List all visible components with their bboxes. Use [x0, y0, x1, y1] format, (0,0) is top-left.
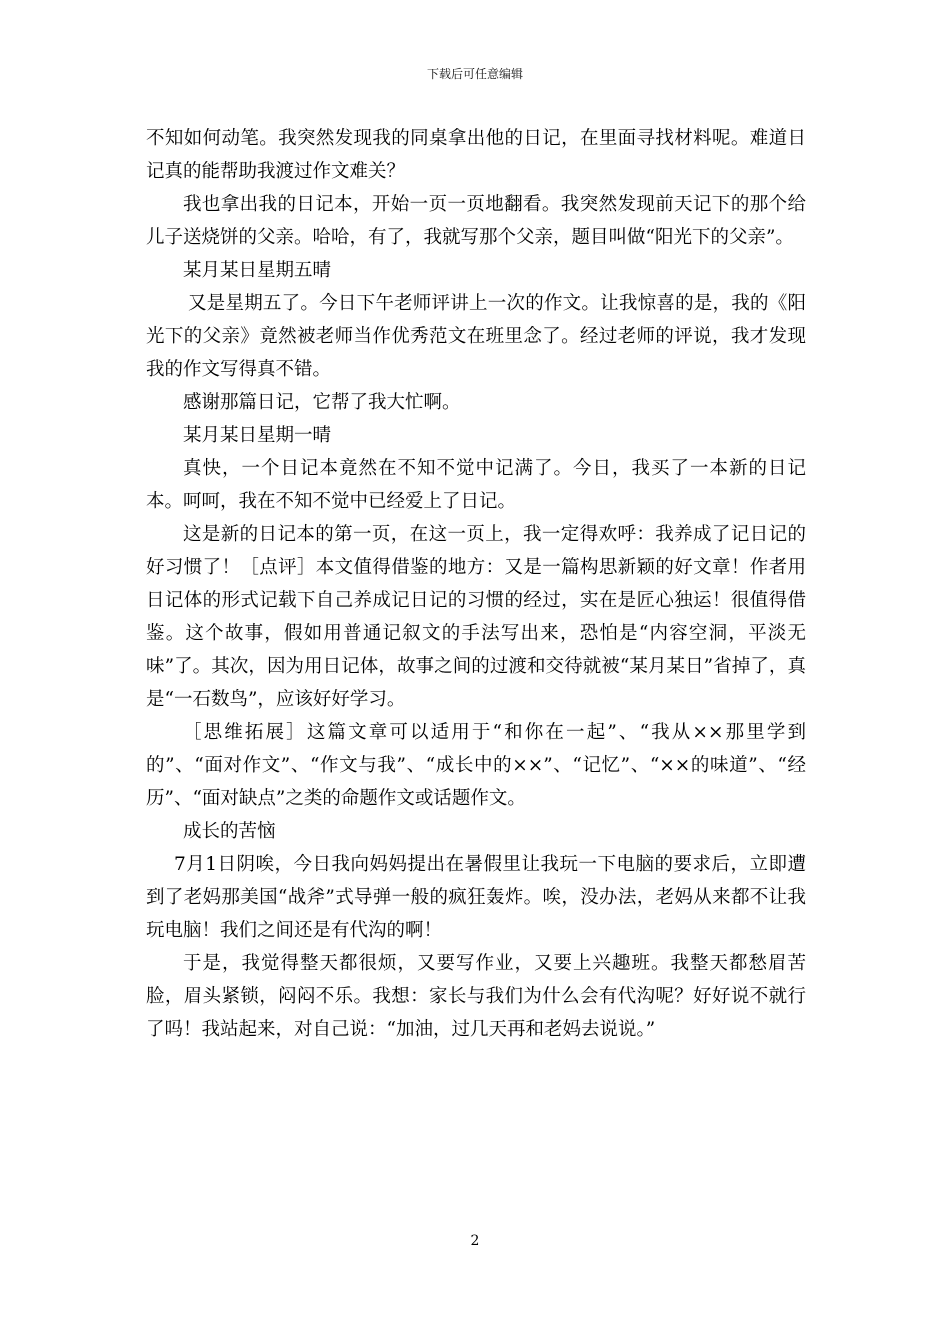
thinking-extension-paragraph: ［思维拓展］这篇文章可以适用于“和你在一起”、“我从××那里学到的”、“面对作文”、“作文与我”、“成长中的××”、“记忆”、“××的味道”、“经历”、“面对缺点”之类的命题作文或话题作文。 — [146, 722, 806, 809]
paragraph: 7月1日阴唉，今日我向妈妈提出在暑假里让我玩一下电脑的要求后，立即遭到了老妈那美国“战斧”式导弹一般的疯狂轰炸。唉，没办法，老妈从来都不让我玩电脑！我们之间还是有代沟的啊！ — [146, 854, 806, 941]
paragraph: 于是，我觉得整天都很烦，又要写作业，又要上兴趣班。我整天都愁眉苦脸，眉头紧锁，闷闷不乐。我想：家长与我们为什么会有代沟呢？好好说不就行了吗！我站起来，对自己说：“加油，过几天再和老妈去说说。” — [146, 953, 806, 1040]
diary-date-heading: 某月某日星期一晴 — [183, 425, 332, 446]
paragraph: 真快，一个日记本竟然在不知不觉中记满了。今日，我买了一本新的日记本。呵呵，我在不知不觉中已经爱上了日记。 — [146, 458, 806, 512]
page-number: 2 — [470, 1233, 480, 1249]
paragraph: 感谢那篇日记，它帮了我大忙啊。 — [183, 392, 461, 413]
page-header: 下载后可任意编辑 — [426, 67, 523, 81]
paragraph-continuation: 不知如何动笔。我突然发现我的同桌拿出他的日记，在里面寻找材料呢。难道日记真的能帮助我渡过作文难关？ — [146, 128, 806, 182]
paragraph: 我也拿出我的日记本，开始一页一页地翻看。我突然发现前天记下的那个给儿子送烧饼的父亲。哈哈，有了，我就写那个父亲，题目叫做“阳光下的父亲”。 — [146, 194, 806, 248]
paragraph: 又是星期五了。今日下午老师评讲上一次的作文。让我惊喜的是，我的《阳光下的父亲》竟然被老师当作优秀范文在班里念了。经过老师的评说，我才发现我的作文写得真不错。 — [146, 293, 806, 380]
diary-date-heading: 某月某日星期五晴 — [183, 260, 332, 281]
paragraph-with-commentary: 这是新的日记本的第一页，在这一页上，我一定得欢呼：我养成了记日记的好习惯了！［点评］本文值得借鉴的地方：又是一篇构思新颖的好文章！作者用日记体的形式记载下自己养成记日记的习惯的经过，实在是匠心独运！很值得借鉴。这个故事，假如用普通记叙文的手法写出来，恐怕是“内容空洞，平淡无味”了。其次，因为用日记体，故事之间的过渡和交待就被“某月某日”省掉了，真是“一石数鸟”，应该好好学习。 — [146, 524, 806, 710]
essay-title: 成长的苦恼 — [183, 821, 276, 842]
document-body — [146, 122, 806, 1046]
